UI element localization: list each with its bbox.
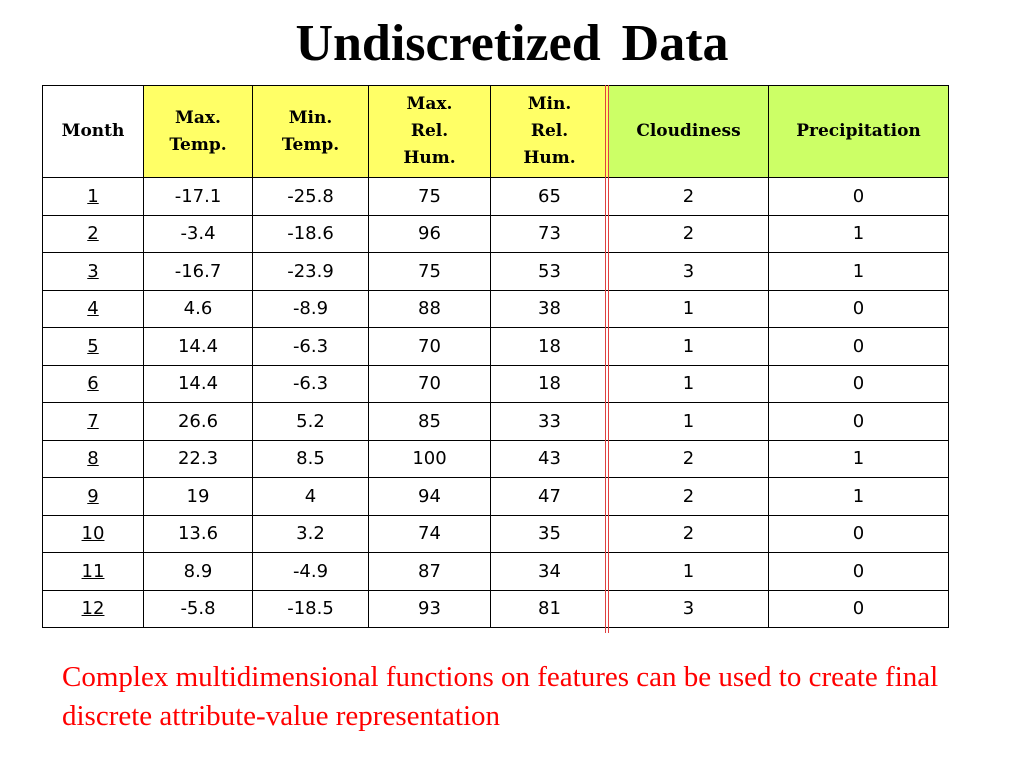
table-header-row	[43, 86, 949, 178]
cell-max-rel-hum: 94	[369, 478, 491, 516]
cell-max-temp: -16.7	[144, 253, 253, 291]
cell-max-temp: 22.3	[144, 440, 253, 478]
header-min-temp: Min. Temp.	[253, 86, 369, 178]
cell-min-rel-hum: 38	[491, 290, 609, 328]
table-row	[43, 290, 949, 328]
cell-min-temp: 3.2	[253, 515, 369, 553]
header-max-rel-hum: Max. Rel. Hum.	[369, 86, 491, 178]
cell-max-rel-hum: 85	[369, 403, 491, 441]
cell-precipitation: 0	[769, 178, 949, 216]
cell-precipitation: 0	[769, 328, 949, 366]
header-cloudiness: Cloudiness	[609, 86, 769, 178]
cell-cloudiness: 3	[609, 253, 769, 291]
table-row	[43, 478, 949, 516]
cell-min-rel-hum: 43	[491, 440, 609, 478]
cell-min-rel-hum: 53	[491, 253, 609, 291]
cell-month[interactable]	[43, 403, 144, 441]
cell-max-rel-hum: 100	[369, 440, 491, 478]
table-row	[43, 440, 949, 478]
month-link[interactable]: 10	[81, 523, 105, 545]
month-link[interactable]: 5	[87, 335, 99, 357]
cell-max-rel-hum: 75	[369, 253, 491, 291]
cell-cloudiness: 2	[609, 215, 769, 253]
cell-max-temp: 8.9	[144, 553, 253, 591]
table-row	[43, 553, 949, 591]
cell-min-rel-hum: 33	[491, 403, 609, 441]
cell-precipitation: 0	[769, 590, 949, 628]
cell-min-temp: -18.5	[253, 590, 369, 628]
slide-title: Undiscretized Data	[295, 15, 729, 72]
table-row	[43, 215, 949, 253]
month-link[interactable]: 7	[87, 410, 99, 432]
month-link[interactable]: 1	[87, 185, 99, 207]
cell-min-rel-hum: 34	[491, 553, 609, 591]
cell-min-temp: 4	[253, 478, 369, 516]
cell-precipitation: 1	[769, 253, 949, 291]
cell-max-rel-hum: 74	[369, 515, 491, 553]
cell-min-rel-hum: 18	[491, 328, 609, 366]
cell-max-rel-hum: 93	[369, 590, 491, 628]
cell-min-rel-hum: 81	[491, 590, 609, 628]
table-row	[43, 178, 949, 216]
cell-min-temp: -18.6	[253, 215, 369, 253]
cell-month[interactable]	[43, 215, 144, 253]
cell-max-temp: 14.4	[144, 328, 253, 366]
cell-cloudiness: 1	[609, 290, 769, 328]
cell-max-temp: -3.4	[144, 215, 253, 253]
cell-month[interactable]	[43, 440, 144, 478]
cell-cloudiness: 3	[609, 590, 769, 628]
month-link[interactable]: 9	[87, 485, 99, 507]
month-link[interactable]: 12	[81, 598, 105, 620]
cell-max-rel-hum: 96	[369, 215, 491, 253]
cell-precipitation: 0	[769, 365, 949, 403]
table-row	[43, 328, 949, 366]
cell-max-temp: 4.6	[144, 290, 253, 328]
cell-cloudiness: 1	[609, 365, 769, 403]
column-divider	[605, 85, 609, 633]
cell-month[interactable]	[43, 515, 144, 553]
table-row	[43, 590, 949, 628]
header-month: Month	[43, 86, 144, 178]
cell-month[interactable]	[43, 478, 144, 516]
cell-max-rel-hum: 87	[369, 553, 491, 591]
table-row	[43, 403, 949, 441]
cell-month[interactable]	[43, 553, 144, 591]
cell-min-temp: 5.2	[253, 403, 369, 441]
table-row	[43, 253, 949, 291]
cell-min-rel-hum: 65	[491, 178, 609, 216]
cell-min-rel-hum: 18	[491, 365, 609, 403]
cell-month[interactable]	[43, 290, 144, 328]
cell-precipitation: 0	[769, 553, 949, 591]
cell-cloudiness: 2	[609, 178, 769, 216]
cell-max-temp: -5.8	[144, 590, 253, 628]
cell-precipitation: 1	[769, 478, 949, 516]
cell-min-temp: -23.9	[253, 253, 369, 291]
cell-cloudiness: 2	[609, 515, 769, 553]
month-link[interactable]: 8	[87, 448, 99, 470]
cell-precipitation: 0	[769, 290, 949, 328]
cell-month[interactable]	[43, 590, 144, 628]
table-row	[43, 515, 949, 553]
header-max-temp: Max. Temp.	[144, 86, 253, 178]
cell-month[interactable]	[43, 328, 144, 366]
cell-min-temp: -8.9	[253, 290, 369, 328]
month-link[interactable]: 11	[81, 560, 105, 582]
cell-month[interactable]	[43, 253, 144, 291]
cell-min-rel-hum: 47	[491, 478, 609, 516]
cell-min-temp: -6.3	[253, 328, 369, 366]
cell-precipitation: 1	[769, 215, 949, 253]
cell-max-temp: -17.1	[144, 178, 253, 216]
cell-max-temp: 19	[144, 478, 253, 516]
cell-max-rel-hum: 70	[369, 365, 491, 403]
cell-precipitation: 0	[769, 403, 949, 441]
cell-max-rel-hum: 70	[369, 328, 491, 366]
cell-max-temp: 26.6	[144, 403, 253, 441]
cell-max-rel-hum: 88	[369, 290, 491, 328]
month-link[interactable]: 3	[87, 260, 99, 282]
cell-max-rel-hum: 75	[369, 178, 491, 216]
cell-min-rel-hum: 73	[491, 215, 609, 253]
table-body	[43, 178, 949, 628]
cell-min-temp: 8.5	[253, 440, 369, 478]
month-link[interactable]: 4	[87, 298, 99, 320]
cell-cloudiness: 1	[609, 403, 769, 441]
cell-min-temp: -25.8	[253, 178, 369, 216]
cell-min-temp: -6.3	[253, 365, 369, 403]
cell-max-temp: 14.4	[144, 365, 253, 403]
cell-precipitation: 1	[769, 440, 949, 478]
weather-data-table	[42, 85, 949, 628]
caption-text: Complex multidimensional functions on features can be used to create final discrete attribute-value representation	[62, 661, 939, 732]
cell-cloudiness: 2	[609, 440, 769, 478]
cell-cloudiness: 1	[609, 553, 769, 591]
cell-cloudiness: 2	[609, 478, 769, 516]
header-precipitation: Precipitation	[769, 86, 949, 178]
cell-min-rel-hum: 35	[491, 515, 609, 553]
cell-month[interactable]	[43, 365, 144, 403]
cell-month[interactable]	[43, 178, 144, 216]
table-row	[43, 365, 949, 403]
cell-precipitation: 0	[769, 515, 949, 553]
month-link[interactable]: 2	[87, 223, 99, 245]
cell-min-temp: -4.9	[253, 553, 369, 591]
cell-max-temp: 13.6	[144, 515, 253, 553]
month-link[interactable]: 6	[87, 373, 99, 395]
cell-cloudiness: 1	[609, 328, 769, 366]
header-min-rel-hum: Min. Rel. Hum.	[491, 86, 609, 178]
